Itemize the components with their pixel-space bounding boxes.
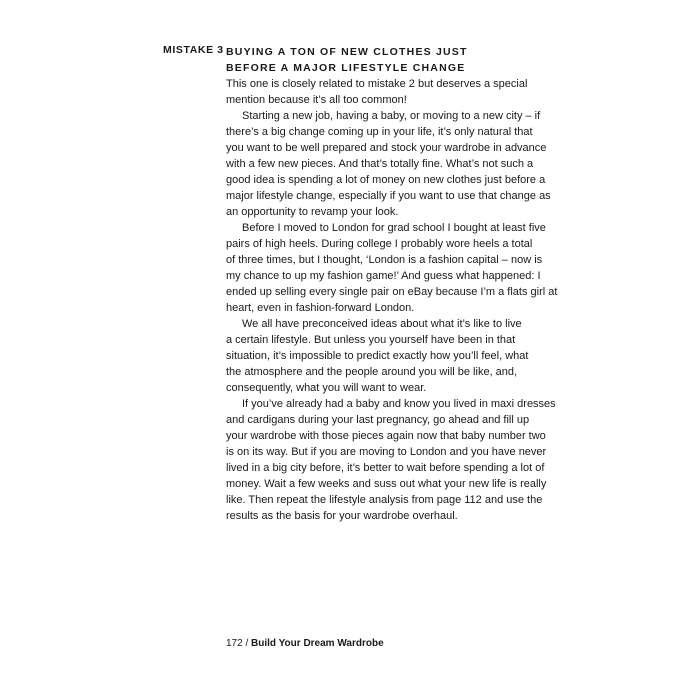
section-heading — [226, 44, 546, 76]
text-line: ended up selling every single pair on eBay because I’m a flats girl at — [226, 286, 558, 298]
text-line: an opportunity to revamp your look. — [226, 206, 399, 218]
text-line: there’s a big change coming up in your life, it’s only natural that — [226, 126, 533, 138]
text-line: the atmosphere and the people around you will be like, and, — [226, 366, 518, 378]
text-line: good idea is spending a lot of money on new clothes just before a — [226, 174, 546, 186]
footer-separator: / — [242, 638, 252, 649]
running-title: Build Your Dream Wardrobe — [251, 638, 384, 649]
text-line: major lifestyle change, especially if you want to use that change as — [226, 190, 551, 202]
text-line: and cardigans during your last pregnancy, go ahead and fill up — [226, 414, 530, 426]
text-line: situation, it’s impossible to predict exactly how you’ll feel, what — [226, 350, 529, 362]
section-label: MISTAKE 3 — [163, 44, 224, 56]
text-line: mention because it’s all too common! — [226, 94, 407, 106]
text-line: my chance to up my fashion game!’ And guess what happened: I — [226, 270, 541, 282]
heading-line: BEFORE A MAJOR LIFESTYLE CHANGE — [226, 62, 466, 74]
heading-line: BUYING A TON OF NEW CLOTHES JUST — [226, 46, 468, 58]
text-line: money. Wait a few weeks and suss out what your new life is really — [226, 478, 547, 490]
text-line: is on its way. But if you are moving to London and you have never — [226, 446, 547, 458]
text-line: consequently, what you will want to wear. — [226, 382, 427, 394]
text-line: with a few new pieces. And that’s totally fine. What’s not such a — [226, 158, 534, 170]
text-line: of three times, but I thought, ‘London is a fashion capital – now is — [226, 254, 543, 266]
page-number: 172 — [226, 638, 243, 649]
page-footer — [226, 638, 384, 649]
body-text — [226, 76, 558, 524]
text-line: your wardrobe with those pieces again now that baby number two — [226, 430, 546, 442]
paragraph-first-line: Before I moved to London for grad school I bought at least five — [242, 222, 546, 234]
text-line: like. Then repeat the lifestyle analysis from page 112 and use the — [226, 494, 543, 506]
paragraph-first-line: If you’ve already had a baby and know you lived in maxi dresses — [242, 398, 556, 410]
text-line: a certain lifestyle. But unless you yourself have been in that — [226, 334, 516, 346]
paragraph-first-line: Starting a new job, having a baby, or moving to a new city – if — [242, 110, 541, 122]
text-line: pairs of high heels. During college I probably wore heels a total — [226, 238, 533, 250]
text-line: This one is closely related to mistake 2 but deserves a special — [226, 78, 528, 90]
paragraph-first-line: We all have preconceived ideas about what it’s like to live — [242, 318, 522, 330]
text-line: heart, even in fashion-forward London. — [226, 302, 415, 314]
text-line: results as the basis for your wardrobe overhaul. — [226, 510, 458, 522]
text-line: you want to be well prepared and stock your wardrobe in advance — [226, 142, 547, 154]
text-line: lived in a big city before, it’s better to wait before spending a lot of — [226, 462, 545, 474]
